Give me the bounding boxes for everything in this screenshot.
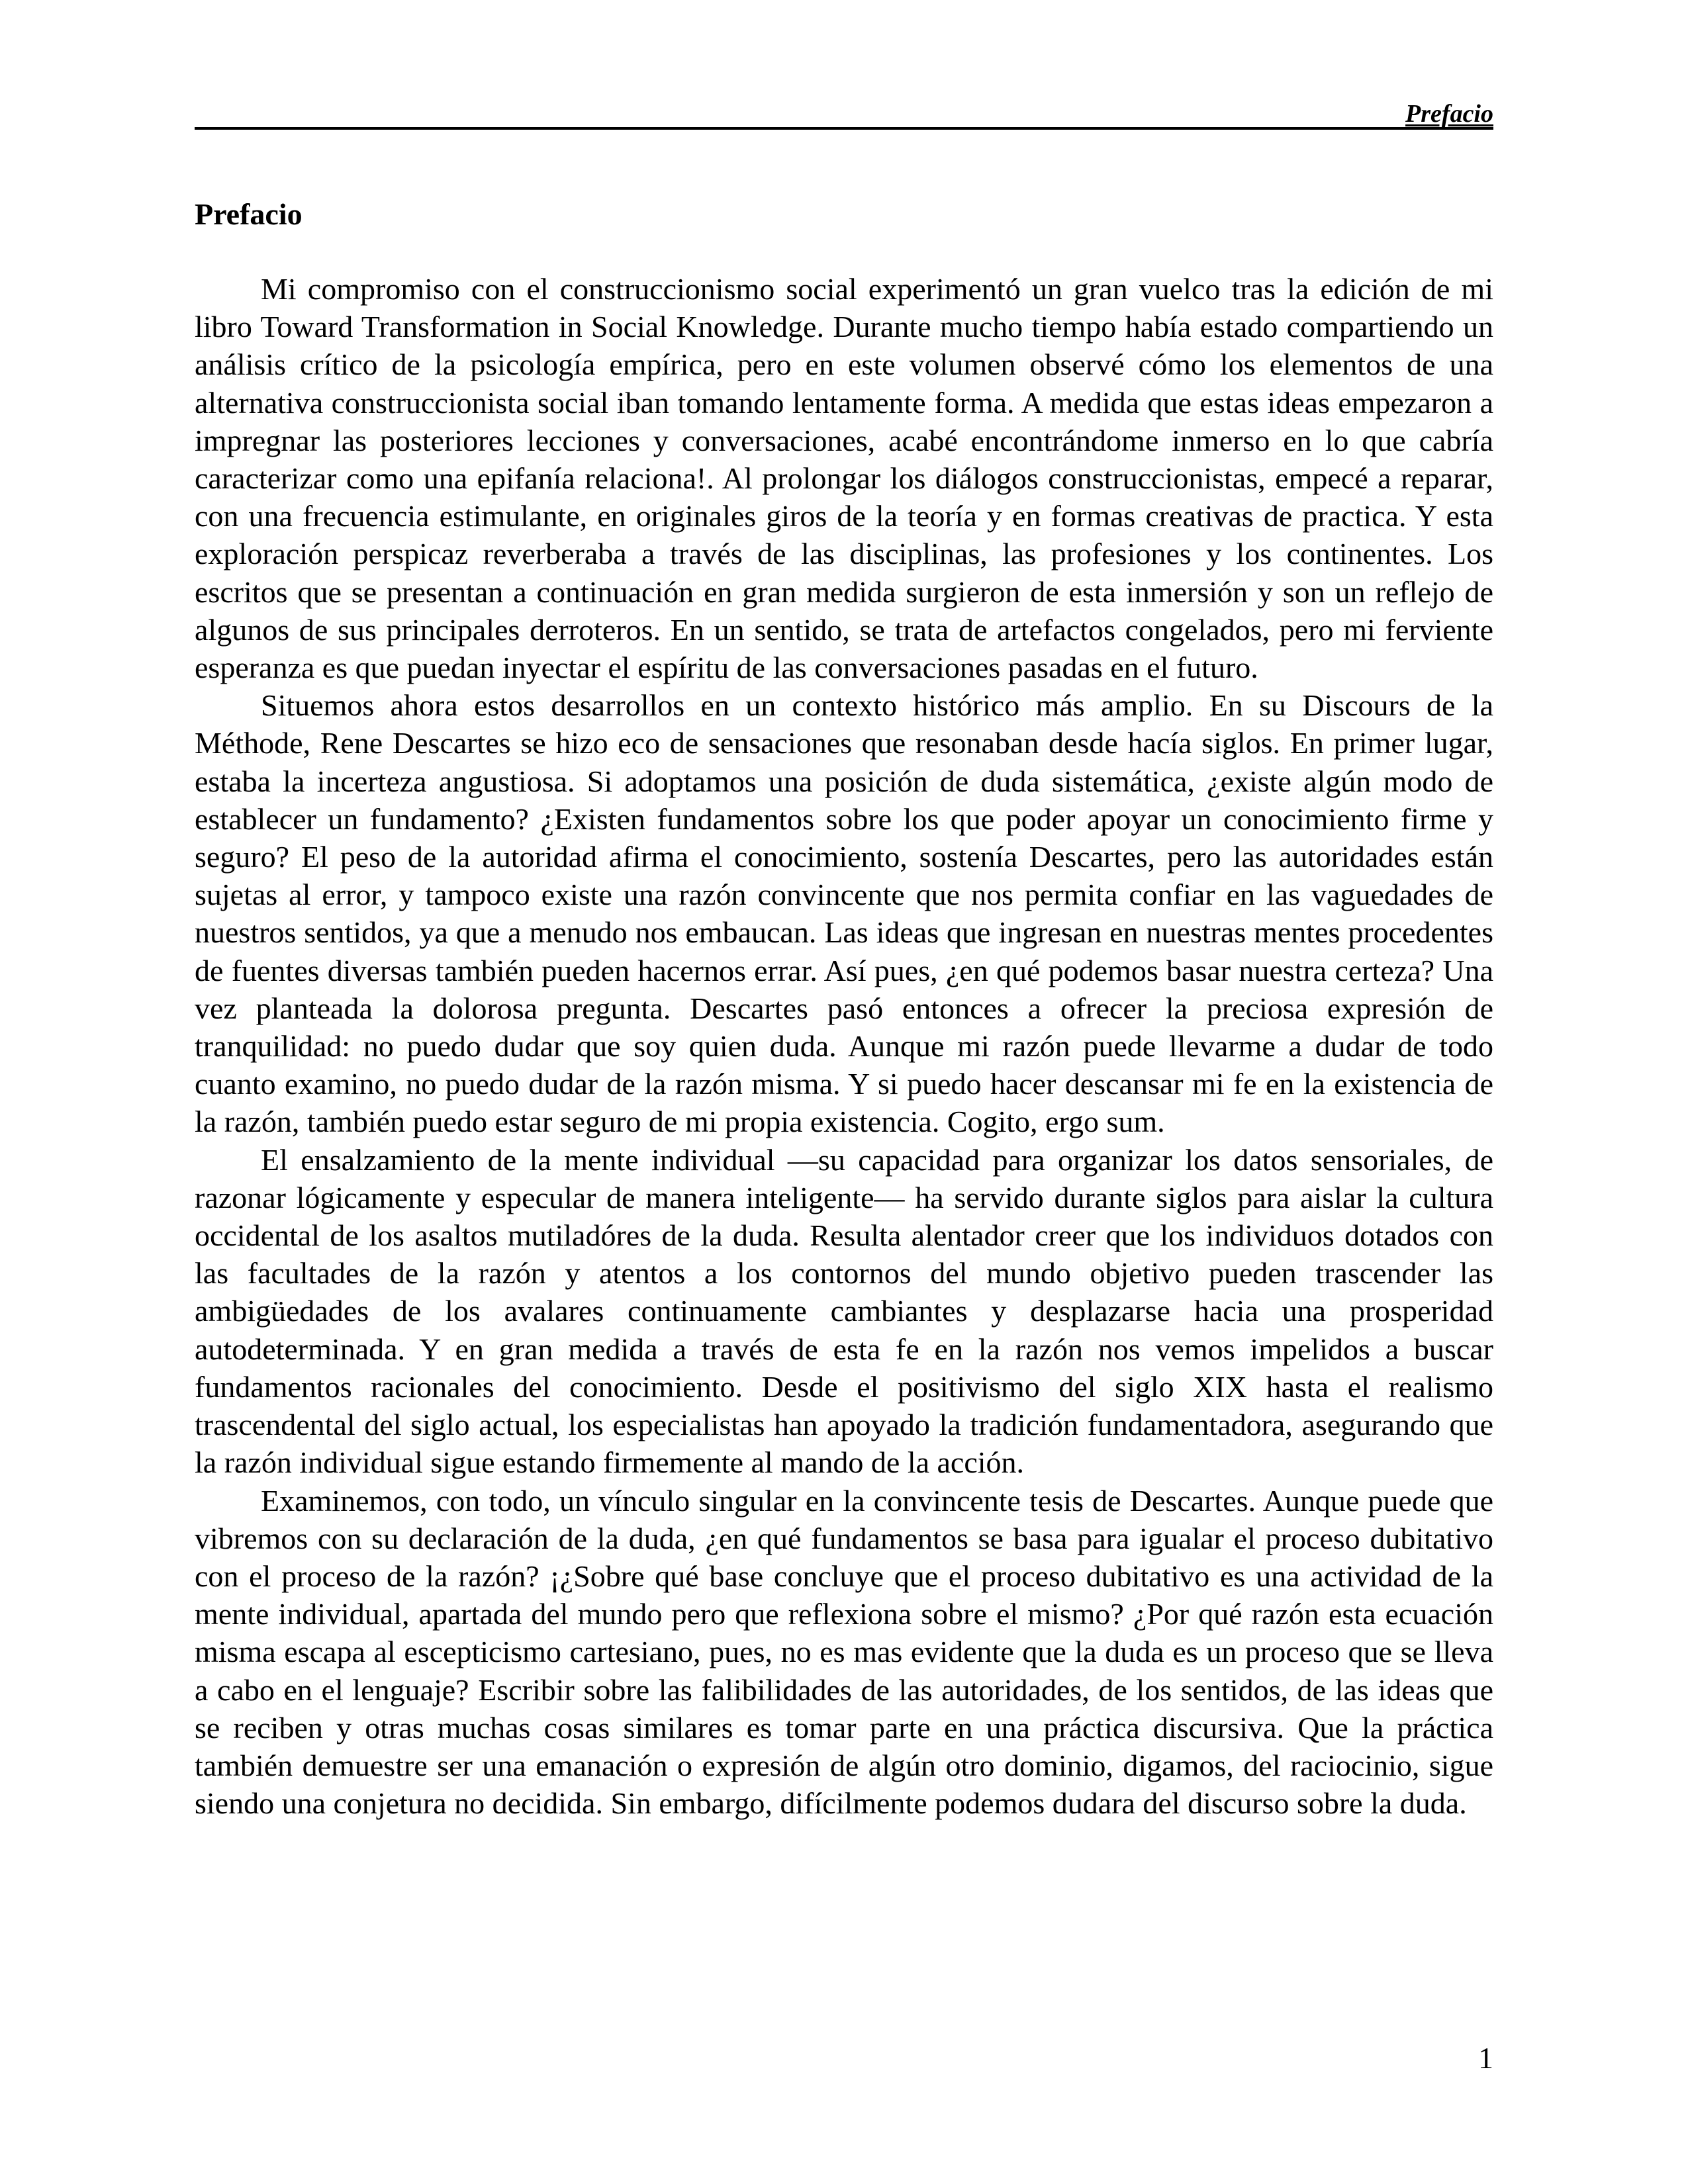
running-header-title: Prefacio xyxy=(1405,100,1493,128)
chapter-title: Prefacio xyxy=(195,197,303,231)
paragraph: El ensalzamiento de la mente individual —su capacidad para organizar los datos sensoriales, de razonar lógicamente y especular de manera inteligente— ha servido durante siglos para aislar la cultura occidental de los asaltos mutiladóres de la duda. Resulta alentador creer que los individuos dotados con las facultades de la razón y atentos a los contornos del mundo objetivo pueden trascender las ambigüedades de los avalares continuamente cambiantes y desplazarse hacia una prosperidad autodeterminada. Y en gran medida a través de esta fe en la razón nos vemos impelidos a buscar fundamentos racionales del conocimiento. Desde el positivismo del siglo XIX hasta el realismo trascendental del siglo actual, los especialistas han apoyado la tradición fundamentadora, asegurando que la razón individual sigue estando firmemente al mando de la acción. xyxy=(195,1142,1493,1480)
body-text xyxy=(195,270,1493,1822)
paragraph: Mi compromiso con el construccionismo social experimentó un gran vuelco tras la edición de mi libro Toward Transformation in Social Knowledge. Durante mucho tiempo había estado compartiendo un análisis crítico de la psicología empírica, pero en este volumen observé cómo los elementos de una alternativa construccionista social iban tomando lentamente forma. A medida que estas ideas empezaron a impregnar las posteriores lecciones y conversaciones, acabé encontrándome inmerso en lo que cabría caracterizar como una epifanía relaciona!. Al prolongar los diálogos construccionistas, empecé a reparar, con una frecuencia estimulante, en originales giros de la teoría y en formas creativas de practica. Y esta exploración perspicaz reverberaba a través de las disciplinas, las profesiones y los continentes. Los escritos que se presentan a continuación en gran medida surgieron de esta inmersión y son un reflejo de algunos de sus principales derroteros. En un sentido, se trata de artefactos congelados, pero mi ferviente esperanza es que puedan inyectar el espíritu de las conversaciones pasadas en el futuro. xyxy=(195,272,1493,685)
running-header xyxy=(195,99,1493,130)
page-number: 1 xyxy=(1478,2041,1493,2075)
paragraph: Situemos ahora estos desarrollos en un contexto histórico más amplio. En su Discours de la Méthode, Rene Descartes se hizo eco de sensaciones que resonaban desde hacía siglos. En primer lugar, estaba la incerteza angustiosa. Si adoptamos una posición de duda sistemática, ¿existe algún modo de establecer un fundamento? ¿Existen fundamentos sobre los que poder apoyar un conocimiento firme y seguro? El peso de la autoridad afirma el conocimiento, sostenía Descartes, pero las autoridades están sujetas al error, y tampoco existe una razón convincente que nos permita confiar en las vaguedades de nuestros sentidos, ya que a menudo nos embaucan. Las ideas que ingresan en nuestras mentes procedentes de fuentes diversas también pueden hacernos errar. Así pues, ¿en qué podemos basar nuestra certeza? Una vez planteada la dolorosa pregunta. Descartes pasó entonces a ofrecer la preciosa expresión de tranquilidad: no puedo dudar que soy quien duda. Aunque mi razón puede llevarme a dudar de todo cuanto examino, no puedo dudar de la razón misma. Y si puedo hacer descansar mi fe en la existencia de la razón, también puedo estar seguro de mi propia existencia. Cogito, ergo sum. xyxy=(195,688,1493,1139)
paragraph: Examinemos, con todo, un vínculo singular en la convincente tesis de Descartes. Aunque puede que vibremos con su declaración de la duda, ¿en qué fundamentos se basa para igualar el proceso dubitativo con el proceso de la razón? ¡¿Sobre qué base concluye que el proceso dubitativo es una actividad de la mente individual, apartada del mundo pero que reflexiona sobre el mismo? ¿Por qué razón esta ecuación misma escapa al escepticismo cartesiano, pues, no es mas evidente que la duda es un proceso que se lleva a cabo en el lenguaje? Escribir sobre las falibilidades de las autoridades, de los sentidos, de las ideas que se reciben y otras muchas cosas similares es tomar parte en una práctica discursiva. Que la práctica también demuestre ser una emanación o expresión de algún otro dominio, digamos, del raciocinio, sigue siendo una conjetura no decidida. Sin embargo, difícilmente podemos dudara del discurso sobre la duda. xyxy=(195,1483,1493,1821)
